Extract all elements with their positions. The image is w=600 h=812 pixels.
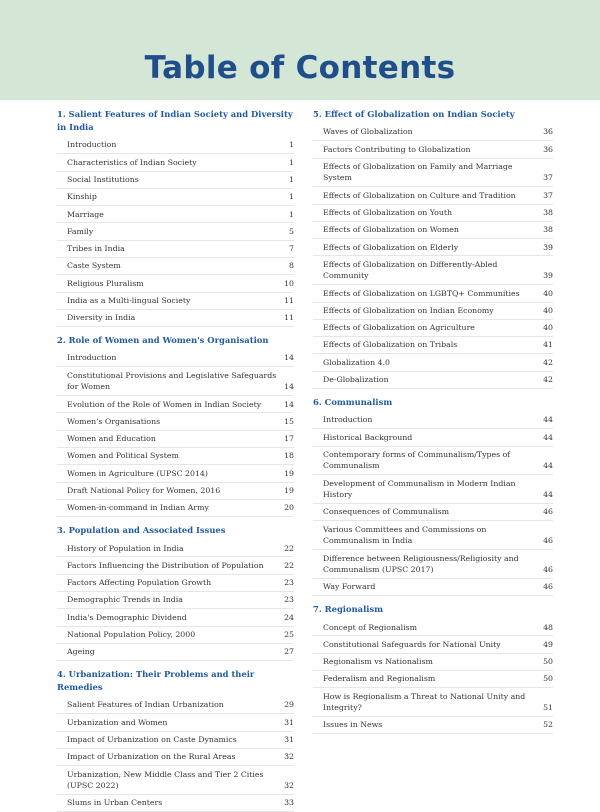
entry-title: Regionalism vs Nationalism [323,657,433,667]
entry-page-number: 18 [284,451,294,461]
section-heading: 5. Effect of Globalization on Indian Society [313,109,515,119]
entry-page-number: 39 [543,242,553,252]
toc-section [313,108,553,389]
entry-title: Women and Political System [67,451,179,461]
toc-entry[interactable] [57,154,294,171]
toc-entry[interactable] [313,671,553,688]
entry-title: History of Population in India [67,543,184,553]
entry-page-number: 11 [284,313,294,323]
toc-entry[interactable] [57,189,294,206]
entry-title: Demographic Trends in India [67,595,183,605]
entry-title: Various Committees and Commissions on Communalism in India [323,524,487,546]
entry-page-number: 50 [543,657,553,667]
toc-entry[interactable] [313,205,553,222]
toc-entry[interactable] [313,475,553,504]
toc-entry[interactable] [57,293,294,310]
toc-entry[interactable] [57,258,294,275]
toc-entry[interactable] [57,206,294,223]
section-heading: 3. Population and Associated Issues [57,525,226,536]
toc-entry[interactable] [313,579,553,596]
toc-entry[interactable] [313,550,553,579]
entry-page-number: 37 [543,190,553,200]
entry-title: Salient Features of Indian Urbanization [67,700,224,710]
entry-title: Factors Influencing the Distribution of Population [67,560,264,570]
entry-title: Urbanization, New Middle Class and Tier 2 Cities (UPSC 2022) [67,769,264,791]
entry-title: Impact of Urbanization on the Rural Areas [67,752,236,762]
toc-entry[interactable] [57,697,294,714]
entry-page-number: 39 [543,271,553,281]
toc-section [57,334,294,517]
toc-entry[interactable] [313,688,553,717]
entry-title: Introduction [323,415,373,425]
section-heading: 1. Salient Features of Indian Society and Diversity in India [57,109,293,132]
toc-entry[interactable] [313,337,553,354]
entry-title: Marriage [67,209,104,219]
entry-title: Impact of Urbanization on Caste Dynamics [67,735,237,745]
entry-page-number: 46 [543,582,553,592]
entry-page-number: 10 [284,278,294,288]
toc-entry[interactable] [57,766,294,795]
toc-section [57,668,294,812]
toc-section [57,108,294,327]
entry-title: Federalism and Regionalism [323,674,436,684]
entry-title: Contemporary forms of Communalism/Types of Communalism [323,449,511,471]
entry-page-number: 48 [543,622,553,632]
right-column [313,108,553,734]
toc-entry[interactable] [57,540,294,557]
toc-entry[interactable] [313,717,553,734]
entry-title: Effects of Globalization on Tribals [323,340,458,350]
entry-page-number: 22 [284,560,294,570]
entry-title: Waves of Globalization [323,127,413,137]
entry-page-number: 37 [543,173,553,183]
toc-entry[interactable] [313,372,553,389]
entry-page-number: 44 [543,415,553,425]
entry-page-number: 40 [543,305,553,315]
entry-title: Historical Background [323,432,413,442]
entry-title: Tribes in India [67,244,125,254]
toc-entry[interactable] [57,396,294,413]
section-heading: 2. Role of Women and Women's Organisation [57,335,269,346]
toc-entry[interactable] [313,303,553,320]
entry-page-number: 19 [284,485,294,495]
toc-entry[interactable] [313,447,553,476]
entry-page-number: 27 [284,647,294,657]
toc-entry[interactable] [313,654,553,671]
entry-title: Effects of Globalization on Women [323,225,459,235]
entry-page-number: 38 [543,208,553,218]
toc-entry[interactable] [313,636,553,653]
entry-title: Difference between Religiousness/Religiosity and Communalism (UPSC 2017) [323,553,519,575]
toc-section [313,396,553,596]
entry-title: Effects of Globalization on Differently-Abled Community [323,259,498,281]
entry-page-number: 11 [284,295,294,305]
toc-entry[interactable] [57,644,294,661]
entry-page-number: 20 [284,503,294,513]
entry-page-number: 14 [284,382,294,392]
section-heading: 7. Regionalism [313,604,384,615]
entry-page-number: 33 [284,798,294,808]
entry-page-number: 31 [284,717,294,727]
toc-entry[interactable] [57,714,294,731]
section-heading: 6. Communalism [313,396,393,407]
entry-title: Factors Contributing to Globalization [323,144,471,154]
toc-entry[interactable] [57,241,294,258]
left-column [57,108,294,812]
toc-entry[interactable] [313,222,553,239]
toc-entry[interactable] [57,592,294,609]
entry-title: Introduction [67,353,117,363]
entry-page-number: 1 [289,157,294,167]
toc-entry[interactable] [313,521,553,550]
entry-page-number: 36 [543,144,553,154]
entry-title: Family [67,226,94,236]
toc-entry[interactable] [57,223,294,240]
toc-entry[interactable] [57,557,294,574]
entry-page-number: 52 [543,720,553,730]
entry-title: Diversity in India [67,313,136,323]
entry-title: Draft National Policy for Women, 2016 [67,485,221,495]
entry-title: Factors Affecting Population Growth [67,578,212,588]
entry-title: Women and Education [67,434,156,444]
entry-page-number: 46 [543,507,553,517]
toc-entry[interactable] [57,367,294,396]
entry-page-number: 1 [289,192,294,202]
entry-page-number: 46 [543,536,553,546]
entry-page-number: 23 [284,578,294,588]
entry-title: Development of Communalism in Modern Indian History [323,478,516,500]
toc-entry[interactable] [57,275,294,292]
entry-title: Ageing [67,647,95,657]
entry-title: Women's Organisations [67,416,161,426]
entry-title: India as a Multi-lingual Society [67,295,191,305]
entry-title: Effects of Globalization on Indian Economy [323,305,494,315]
toc-entry[interactable] [57,350,294,367]
entry-title: India's Demographic Dividend [67,612,187,622]
entry-title: Kinship [67,192,97,202]
entry-page-number: 8 [289,261,294,271]
toc-entry[interactable] [57,413,294,430]
toc-entry[interactable] [313,504,553,521]
toc-entry[interactable] [313,354,553,371]
entry-title: Women-in-command in Indian Army [67,503,209,513]
entry-page-number: 1 [289,140,294,150]
toc-entry[interactable] [57,732,294,749]
entry-page-number: 22 [284,543,294,553]
entry-title: Introduction [67,140,117,150]
toc-entry[interactable] [313,239,553,256]
entry-title: Constitutional Safeguards for National Unity [323,639,501,649]
entry-page-number: 49 [543,639,553,649]
entry-title: How is Regionalism a Threat to National Unity and Integrity? [323,691,526,713]
entry-title: Evolution of the Role of Women in Indian Society [67,399,262,409]
entry-page-number: 1 [289,174,294,184]
entry-page-number: 25 [284,629,294,639]
entry-title: National Population Policy, 2000 [67,629,196,639]
toc-entry[interactable] [57,448,294,465]
entry-page-number: 14 [284,353,294,363]
entry-title: Characteristics of Indian Society [67,157,197,167]
entry-page-number: 17 [284,434,294,444]
entry-page-number: 41 [543,340,553,350]
entry-page-number: 50 [543,674,553,684]
toc-section [313,603,553,734]
toc-entry[interactable] [57,609,294,626]
page-title: Table of Contents [144,50,456,86]
entry-page-number: 5 [289,226,294,236]
entry-title: Effects of Globalization on Agriculture [323,323,475,333]
entry-title: Women in Agriculture (UPSC 2014) [67,468,208,478]
entry-title: Effects of Globalization on Elderly [323,242,459,252]
toc-entry[interactable] [57,137,294,154]
toc-entry[interactable] [313,159,553,188]
entry-title: Effects of Globalization on Culture and Tradition [323,190,516,200]
entry-page-number: 38 [543,225,553,235]
entry-title: Globalization 4.0 [323,357,391,367]
entry-title: Slums in Urban Centers [67,798,163,808]
toc-entry[interactable] [313,619,553,636]
entry-title: Way Forward [323,582,376,592]
entry-page-number: 32 [284,781,294,791]
toc-entry[interactable] [313,256,553,285]
entry-page-number: 42 [543,357,553,367]
entry-title: Issues in News [323,720,383,730]
toc-entry[interactable] [57,310,294,327]
toc-entry[interactable] [313,141,553,158]
toc-entry[interactable] [57,483,294,500]
toc-entry[interactable] [57,500,294,517]
entry-page-number: 31 [284,735,294,745]
toc-entry[interactable] [313,285,553,302]
toc-entry[interactable] [57,431,294,448]
toc-entry[interactable] [57,172,294,189]
entry-page-number: 40 [543,288,553,298]
entry-title: Concept of Regionalism [323,622,418,632]
toc-section [57,524,294,661]
toc-entry[interactable] [313,412,553,429]
entry-page-number: 32 [284,752,294,762]
entry-page-number: 15 [284,416,294,426]
entry-title: Effects of Globalization on Youth [323,208,453,218]
toc-entry[interactable] [57,627,294,644]
entry-title: Effects of Globalization on LGBTQ+ Communities [323,288,520,298]
entry-page-number: 42 [543,375,553,385]
entry-page-number: 19 [284,468,294,478]
entry-title: Effects of Globalization on Family and Marriage System [323,161,513,183]
entry-page-number: 46 [543,565,553,575]
entry-page-number: 40 [543,323,553,333]
entry-page-number: 7 [289,244,294,254]
entry-page-number: 44 [543,490,553,500]
entry-title: Urbanization and Women [67,717,168,727]
entry-page-number: 29 [284,700,294,710]
entry-title: De-Globalization [323,375,389,385]
section-heading: 4. Urbanization: Their Problems and their Remedies [57,669,255,693]
entry-page-number: 36 [543,127,553,137]
toc-entry[interactable] [313,429,553,446]
entry-title: Religious Pluralism [67,278,144,288]
entry-page-number: 51 [543,703,553,713]
toc-entry[interactable] [313,124,553,141]
entry-page-number: 1 [289,209,294,219]
toc-entry[interactable] [57,465,294,482]
entry-page-number: 24 [284,612,294,622]
toc-entry[interactable] [57,749,294,766]
toc-entry[interactable] [313,320,553,337]
entry-title: Constitutional Provisions and Legislative Safeguards for Women [67,370,277,392]
entry-title: Consequences of Communalism [323,507,449,517]
entry-page-number: 44 [543,432,553,442]
toc-entry[interactable] [313,187,553,204]
entry-title: Caste System [67,261,121,271]
toc-entry[interactable] [57,575,294,592]
toc-entry[interactable] [57,795,294,812]
entry-page-number: 14 [284,399,294,409]
entry-page-number: 23 [284,595,294,605]
entry-page-number: 44 [543,461,553,471]
entry-title: Social Institutions [67,174,139,184]
